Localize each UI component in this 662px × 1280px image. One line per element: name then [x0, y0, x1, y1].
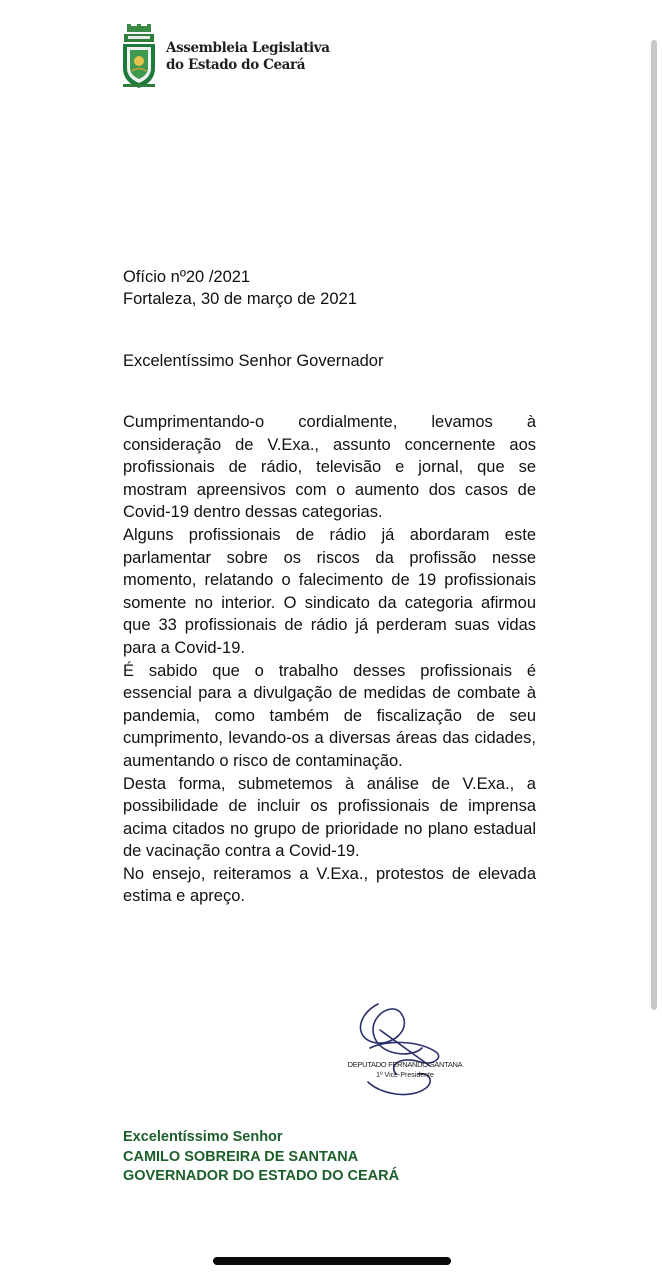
body-paragraph: Alguns profissionais de rádio já abordaram este parlamentar sobre os riscos da profissão nesse momento, relatando o falecimento de 19 profissionais somente no interior. O sindicato da categoria afirmou que 33 profissionais de rádio já perderam suas vidas para a Covid-19. — [123, 525, 536, 657]
letter-reference: Ofício nº20 /2021 — [123, 268, 251, 286]
home-indicator[interactable] — [213, 1257, 451, 1265]
body-paragraph: É sabido que o trabalho desses profissionais é essencial para a divulgação de medidas de combate à pandemia, como também de fiscalização de seu cumprimento, levando-os a diversas áreas das cidades, aumentando o risco de contaminação. — [123, 661, 536, 770]
addressee-position: GOVERNADOR DO ESTADO DO CEARÁ — [123, 1168, 400, 1184]
signature-block — [340, 1000, 470, 1104]
addressee-name: CAMILO SOBREIRA DE SANTANA — [123, 1148, 359, 1165]
letter-body — [123, 411, 536, 908]
letterhead-logo — [120, 24, 330, 94]
signatory-name: DEPUTADO FERNANDO SANTANA — [347, 1060, 463, 1069]
ceara-coat-of-arms-icon — [120, 24, 158, 90]
body-paragraph: Cumprimentando-o cordialmente, levamos à consideração de V.Exa., assunto concernente aos profissionais de rádio, televisão e jornal, que se mostram apreensivos com o aumento dos casos de Covid-19 dentro dessas categorias. — [123, 413, 536, 522]
institution-name-line2: do Estado do Ceará — [166, 57, 306, 73]
vertical-scrollbar[interactable] — [651, 40, 657, 1010]
handwritten-signature — [340, 1000, 470, 1104]
addressee-block — [123, 1128, 399, 1187]
body-paragraph: Desta forma, submetemos à análise de V.Exa., a possibilidade de incluir os profissionais de imprensa acima citados no grupo de prioridade no plano estadual de vacinação contra a Covid-19. — [123, 774, 536, 861]
addressee-title: Excelentíssimo Senhor — [123, 1129, 283, 1145]
letter-salutation: Excelentíssimo Senhor Governador — [123, 352, 384, 370]
signatory-role: 1º Vice-Presidente — [376, 1072, 434, 1079]
letter-place-date: Fortaleza, 30 de março de 2021 — [123, 290, 357, 308]
body-paragraph: No ensejo, reiteramos a V.Exa., protestos de elevada estima e apreço. — [123, 864, 536, 906]
institution-name-line1: Assembleia Legislativa — [166, 40, 330, 56]
institution-name — [166, 40, 330, 74]
letter-meta — [123, 266, 357, 310]
